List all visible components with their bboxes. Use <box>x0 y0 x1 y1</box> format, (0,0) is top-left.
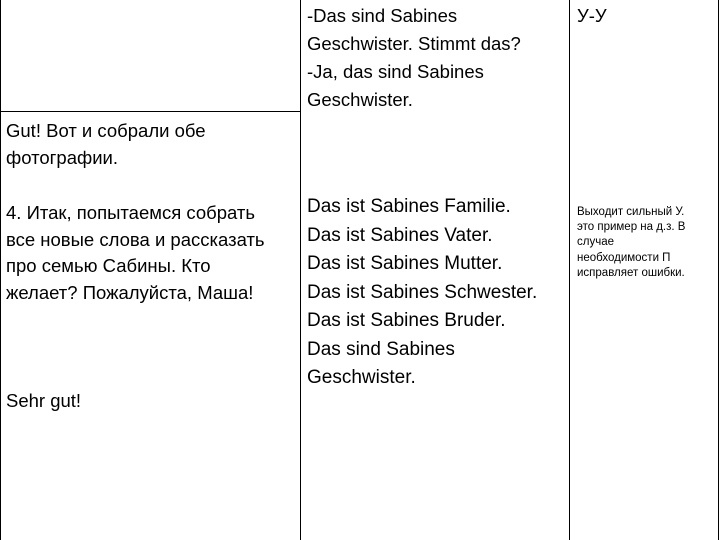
teacher-task-text: 4. Итак, попытаемся собрать все новые слова и рассказать про семью Сабины. Кто желает? Пожалуйста, Маша! <box>6 202 265 303</box>
table-column-divider-1 <box>300 0 301 540</box>
table-border-right <box>718 0 719 540</box>
method-note-text: Выходит сильный У. это пример на д.з. В случае необходимости П исправляет ошибки. <box>577 206 686 279</box>
dialog-cell-text: -Das sind Sabines Geschwister. Stimmt das? -Ja, das sind Sabines Geschwister. <box>307 5 521 110</box>
table-column-divider-2 <box>569 0 570 540</box>
work-mode-label: У-У <box>577 5 607 26</box>
table-row-divider <box>0 111 301 112</box>
teacher-final-praise: Sehr gut! <box>6 390 82 411</box>
teacher-praise-text: Gut! Вот и собрали обе фотографии. <box>6 120 206 168</box>
student-answer-text: Das ist Sabines Familie. Das ist Sabines Vater. Das ist Sabines Mutter. Das ist Sabines Schwester. Das ist Sabines Bruder. Das sind Sabines Geschwister. <box>307 196 538 388</box>
table-border-left <box>0 0 1 540</box>
